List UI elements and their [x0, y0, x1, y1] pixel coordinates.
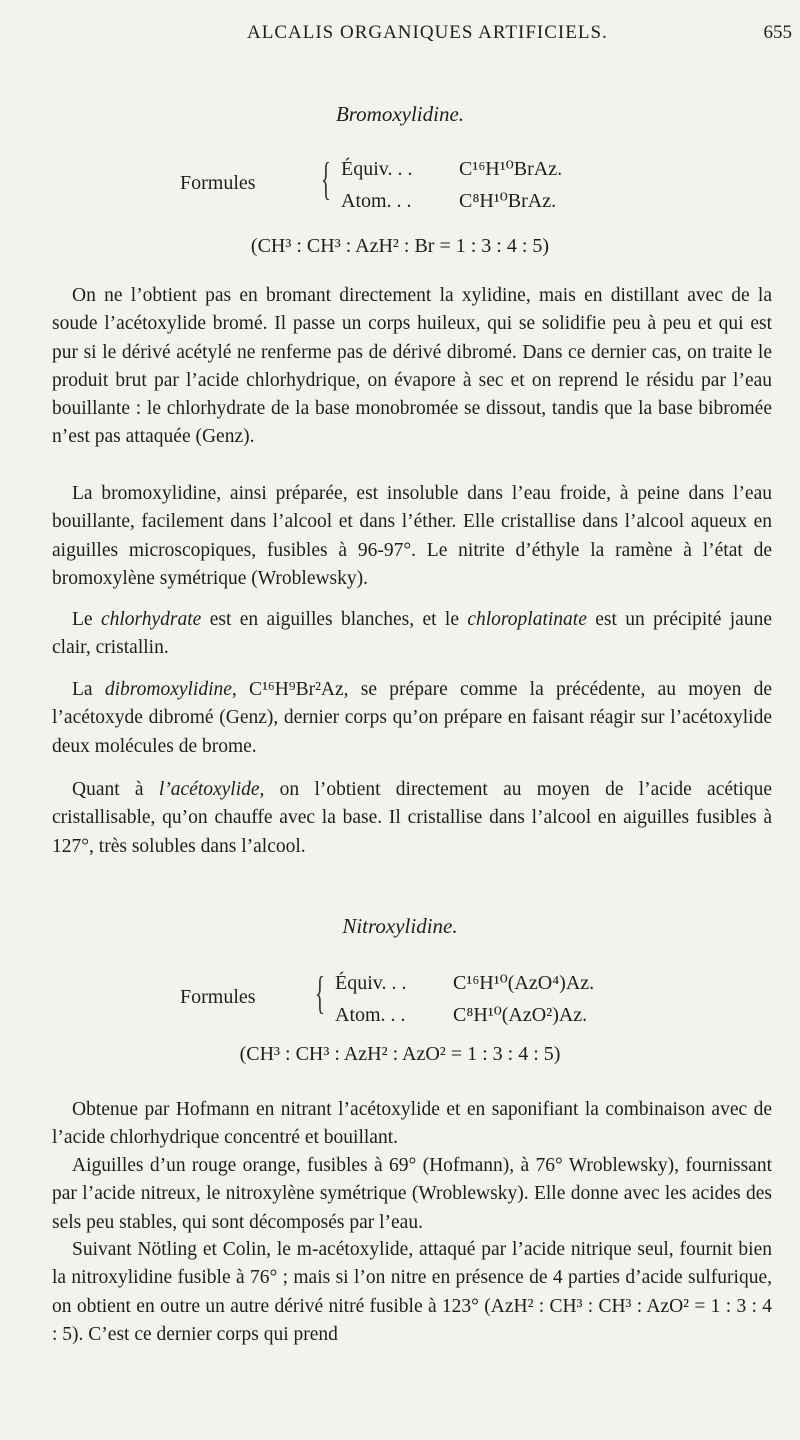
- formula-block-bromoxylidine: [180, 148, 600, 220]
- header-title: ALCALIS ORGANIQUES ARTIFICIELS.: [247, 22, 608, 43]
- text-run: Le: [72, 609, 101, 630]
- equiv-label: Équiv. . .: [335, 972, 407, 994]
- paragraph: [52, 676, 772, 761]
- position-ratio-nitroxylidine: (CH³ : CH³ : AzH² : AzO² = 1 : 3 : 4 : 5): [239, 1043, 561, 1065]
- section-title-bromoxylidine: Bromoxylidine.: [335, 102, 465, 126]
- atom-label: Atom. . .: [335, 1004, 406, 1026]
- atom-formula: C⁸H¹⁰(AzO²)Az.: [453, 1004, 588, 1026]
- equiv-label: Équiv. . .: [341, 158, 413, 180]
- section-title-nitroxylidine: Nitroxylidine.: [342, 914, 458, 938]
- text-run: , C¹⁶H⁹Br²Az, se prépare comme la précédente, au moyen de l’acétoxyde dibromé (Genz), dernier corps qu’on prépare en faisant réagir sur l’acétoxylide deux molécules de brome.: [52, 679, 772, 757]
- brace-symbol: {: [315, 967, 325, 1018]
- paragraph: Aiguilles d’un rouge orange, fusibles à 69° (Hofmann), à 76° Wroblewsky), fournissant par l’acide nitreux, le nitroxylène symétrique (Wroblewsky). Elle donne avec les acides des sels peu stables, qui sont décomposés par l’eau.: [52, 1155, 772, 1233]
- text-run: , on l’obtient directement au moyen de l’acide acétique cristallisable, qu’on chauffe avec la base. Il cristallise dans l’alcool en aiguilles fusibles à 127°, très solubles dans l’alcool.: [52, 779, 772, 857]
- formula-row-equiv: [341, 156, 562, 181]
- atom-label: Atom. . .: [341, 190, 412, 212]
- running-header: [0, 20, 800, 50]
- term-chlorhydrate: chlorhydrate: [100, 609, 202, 630]
- paragraph: [52, 776, 772, 861]
- position-ratio-bromoxylidine: (CH³ : CH³ : AzH² : Br = 1 : 3 : 4 : 5): [250, 235, 550, 257]
- formula-label: Formules: [180, 986, 256, 1008]
- page-number: 655: [763, 22, 792, 43]
- formula-row-atom: [335, 1002, 587, 1027]
- text-run: est en aiguilles blanches, et le: [201, 609, 468, 630]
- equiv-formula: C¹⁶H¹⁰BrAz.: [459, 158, 563, 180]
- formula-row-equiv: [335, 970, 594, 995]
- term-chloroplatinate: chloroplatinate: [467, 609, 587, 630]
- atom-formula: C⁸H¹⁰BrAz.: [459, 190, 557, 212]
- paragraph: [52, 606, 772, 663]
- text-run: Quant à: [72, 779, 159, 800]
- paragraph: Suivant Nötling et Colin, le m-acétoxylide, attaqué par l’acide nitrique seul, fournit bien la nitroxylidine fusible à 76° ; mais si l’on nitre en présence de 4 parties d’acide sulfurique, on obtient en outre un autre dérivé nitré fusible à 123° (AzH² : CH³ : CH³ : AzO² = 1 : 3 : 4 : 5). C’est ce dernier corps qui prend: [52, 1239, 772, 1345]
- paragraph: On ne l’obtient pas en bromant directement la xylidine, mais en distillant avec de la soude l’acétoxylide bromé. Il passe un corps huileux, qui se solidifie peu à peu et qui est pur si le dérivé acétylé ne renferme pas de dérivé dibromé. Dans ce dernier cas, on traite le produit brut par l’acide chlorhydrique, on évapore à sec et on reprend le résidu par l’eau bouillante : le chlorhydrate de la base monobromée se dissout, tandis que la base bibromée n’est pas attaquée (Genz).: [52, 285, 772, 448]
- term-acetoxylide: l’acétoxylide: [158, 779, 260, 800]
- formula-block-nitroxylidine: [180, 962, 620, 1034]
- formula-row-atom: [341, 188, 556, 213]
- paragraph: Obtenue par Hofmann en nitrant l’acétoxylide et en saponifiant la combinaison avec de l’acide chlorhydrique concentré et bouillant.: [52, 1099, 772, 1149]
- term-dibromoxylidine: dibromoxylidine: [104, 679, 232, 700]
- formula-label: Formules: [180, 172, 256, 194]
- paragraph: La bromoxylidine, ainsi préparée, est insoluble dans l’eau froide, à peine dans l’eau bouillante, facilement dans l’alcool et dans l’éther. Elle cristallise dans l’alcool aqueux en aiguilles microscopiques, fusibles à 96-97°. Le nitrite d’éthyle la ramène à l’état de bromoxylène symétrique (Wroblewsky).: [52, 483, 772, 589]
- brace-symbol: {: [321, 153, 331, 204]
- equiv-formula: C¹⁶H¹⁰(AzO⁴)Az.: [453, 972, 595, 994]
- text-run: La: [72, 679, 105, 700]
- text-run: est un précipité jaune clair, cristallin.: [52, 609, 772, 659]
